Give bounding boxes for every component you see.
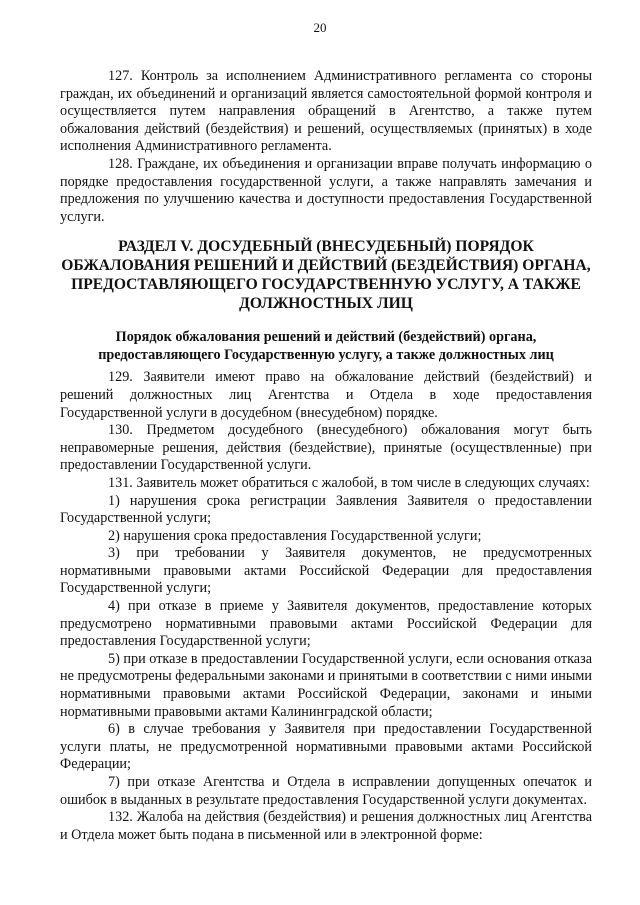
paragraph-127: 127. Контроль за исполнением Административного регламента со стороны граждан, их объединений и организаций является самостоятельной формой контроля и осуществляется путем направления обращений в Агентство, а также путем обжалования действий (бездействия) и решений, осуществляемых (принятых) в ходе исполнения Административного регламента.	[60, 68, 592, 155]
list-item-6: 6) в случае требования у Заявителя при предоставлении Государственной услуги платы, не предусмотренной нормативными правовыми актами Российской Федерации;	[60, 721, 592, 773]
subsection-title: Порядок обжалования решений и действий (бездействий) органа, предоставляющего Государственную услугу, а также должностных лиц	[98, 329, 554, 364]
list-item-2: 2) нарушения срока предоставления Государственной услуги;	[108, 527, 482, 544]
list-item-7: 7) при отказе Агентства и Отдела в исправлении допущенных опечаток и ошибок в выданных в результате предоставления Государственной услуги документах.	[60, 774, 592, 808]
paragraph-132: 132. Жалоба на действия (бездействия) и решения должностных лиц Агентства и Отдела может быть подана в письменной или в электронной форме:	[60, 809, 592, 843]
page-number: 20	[313, 20, 327, 35]
paragraph-131: 131. Заявитель может обратиться с жалобой, в том числе в следующих случаях:	[108, 474, 590, 491]
paragraph-130: 130. Предметом досудебного (внесудебного) обжалования могут быть неправомерные решения, действия (бездействие), принятые (осуществленные) при предоставлении Государственной услуги.	[60, 422, 592, 474]
list-item-5: 5) при отказе в предоставлении Государственной услуги, если основания отказа не предусмотрены федеральными законами и принятыми в соответствии с ними иными нормативными правовыми актами Российской Федерации, законами и иными нормативными правовыми актами Калининградской области;	[60, 650, 592, 720]
paragraph-128: 128. Граждане, их объединения и организации вправе получать информацию о порядке предоставления государственной услуги, а также направлять замечания и предложения по улучшению качества и доступности предоставления Государственной услуги.	[60, 155, 592, 225]
list-item-3: 3) при требовании у Заявителя документов, не предусмотренных нормативными правовыми актами Российской Федерации для предоставления Государственной услуги;	[60, 545, 592, 597]
page-content	[60, 68, 592, 844]
list-item-1: 1) нарушения срока регистрации Заявления Заявителя о предоставлении Государственной услуги;	[60, 492, 592, 527]
section-title: РАЗДЕЛ V. ДОСУДЕБНЫЙ (ВНЕСУДЕБНЫЙ) ПОРЯДОК ОБЖАЛОВАНИЯ РЕШЕНИЙ И ДЕЙСТВИЙ (БЕЗДЕЙСТВИЯ) ОРГАНА, ПРЕДОСТАВЛЯЮЩЕГО ГОСУДАРСТВЕННУЮ УСЛУГУ, А ТАКЖЕ ДОЛЖНОСТНЫХ ЛИЦ	[61, 238, 591, 313]
list-item-4: 4) при отказе в приеме у Заявителя документов, предоставление которых предусмотрено нормативными правовыми актами Российской Федерации для предоставления Государственной услуги;	[60, 598, 592, 650]
paragraph-129: 129. Заявители имеют право на обжалование действий (бездействий) и решений должностных лиц Агентства и Отдела в ходе предоставления Государственной услуги в досудебном (внесудебном) порядке.	[60, 369, 592, 421]
